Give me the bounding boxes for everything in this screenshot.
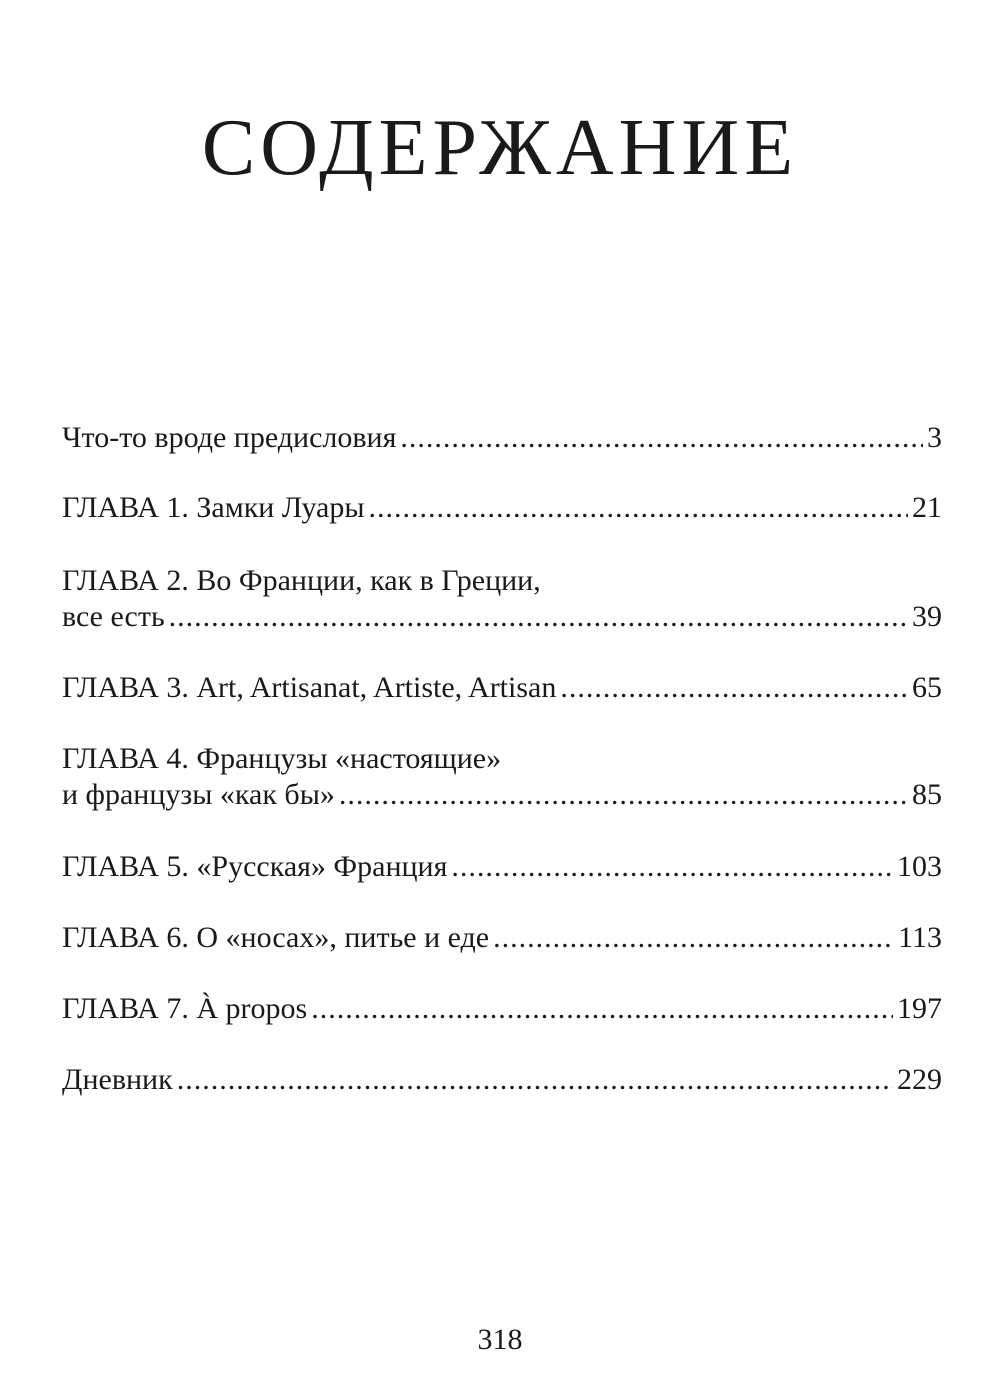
toc-entry-line1: ГЛАВА 4. Французы «настоящие» [62,742,502,775]
toc-entry-page: 229 [897,1063,942,1096]
toc-leader-dots [493,920,894,956]
toc-entry-label: и французы «как бы» [62,778,335,811]
toc-entry-chapter-7 [62,991,942,1027]
toc-entry-label: ГЛАВА 1. Замки Луары [62,491,365,524]
toc-leader-dots [311,991,893,1027]
page-number: 318 [477,1323,523,1356]
toc-entry-page: 113 [898,921,942,954]
toc-entry-chapter-1 [62,490,942,526]
toc-entry-label: ГЛАВА 6. О «носах», питье и еде [62,921,490,954]
toc-entry-line1: ГЛАВА 2. Во Франции, как в Греции, [62,564,541,597]
toc-entry-page: 103 [897,850,942,883]
toc-entry-chapter-6 [62,920,942,956]
toc-leader-dots [560,670,908,706]
toc-entry-preface [62,420,942,456]
toc-entry-label: ГЛАВА 7. À propos [62,992,308,1025]
toc-entry-page: 197 [897,992,942,1025]
toc-leader-dots [169,599,908,635]
toc-leader-dots [369,490,908,526]
toc-entry-page: 85 [912,778,942,811]
toc-entry-page: 3 [927,421,942,454]
toc-entry-label: ГЛАВА 5. «Русская» Франция [62,850,448,883]
toc-entry-label: ГЛАВА 3. Art, Artisanat, Artiste, Artisan [62,671,557,704]
toc-leader-dots [400,420,923,456]
toc-entry-label: все есть [62,600,165,633]
toc-leader-dots [177,1062,893,1098]
toc-entry-diary [62,1062,942,1098]
toc-entry-label: Что-то вроде предисловия [62,421,397,454]
page-title: СОДЕРЖАНИЕ [201,104,799,192]
toc-entry-chapter-4 [62,741,942,813]
toc-entry-chapter-5 [62,849,942,885]
toc-entry-page: 39 [912,600,942,633]
toc-leader-dots [339,777,908,813]
toc-entry-chapter-2 [62,563,942,635]
toc-entry-label: Дневник [62,1063,173,1096]
toc-entry-chapter-3 [62,670,942,706]
toc-entry-page: 65 [912,671,942,704]
toc-leader-dots [451,849,893,885]
toc-entry-page: 21 [912,491,942,524]
